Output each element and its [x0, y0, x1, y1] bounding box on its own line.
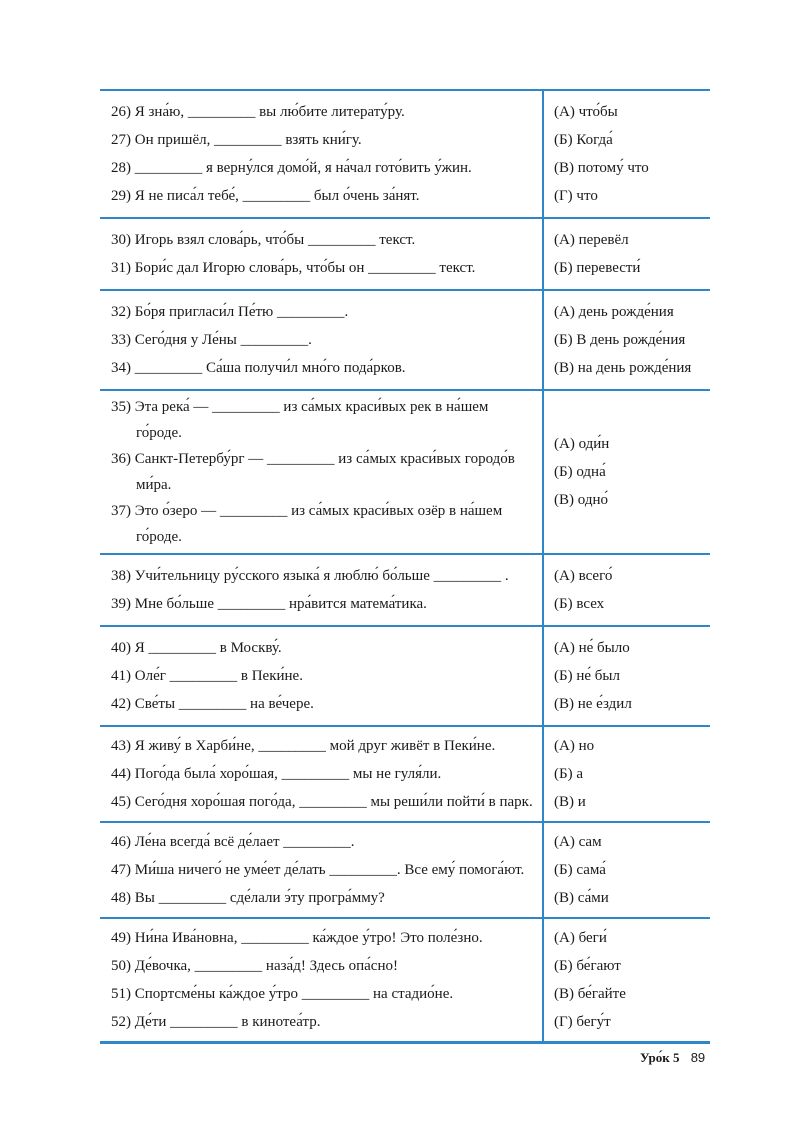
answer-option: (Г) что — [554, 188, 598, 204]
questions-column — [100, 555, 544, 625]
answer-option: (Б) перевести́ — [554, 260, 641, 276]
answer-option: (В) на день рожде́ния — [554, 360, 692, 376]
answers-column — [544, 919, 710, 1041]
questions-column — [100, 627, 544, 725]
exercise-group — [100, 291, 710, 391]
page-number: 89 — [690, 1050, 706, 1065]
answers-column — [544, 91, 710, 217]
answers-column — [544, 727, 710, 821]
question-sentence: 40) Я _________ в Москву́. — [111, 640, 282, 656]
answer-option: (Б) одна́ — [554, 464, 606, 480]
question-sentence — [111, 446, 536, 498]
answer-option: (Б) Когда́ — [554, 132, 613, 148]
question-continuation: го́роде. — [136, 425, 182, 441]
questions-column — [100, 91, 544, 217]
question-sentence: 27) Он пришёл, _________ взять кни́гу. — [111, 132, 362, 148]
answer-option: (А) оди́н — [554, 436, 610, 452]
answer-option: (А) день рожде́ния — [554, 304, 674, 320]
answer-option: (В) одно́ — [554, 492, 608, 508]
question-sentence: 47) Ми́ша ничего́ не уме́ет де́лать _________. Все ему́ помога́ют. — [111, 862, 525, 878]
questions-column — [100, 391, 544, 553]
question-sentence: 30) Игорь взял слова́рь, что́бы _________ текст. — [111, 232, 416, 248]
answer-option: (А) что́бы — [554, 104, 618, 120]
answer-option: (В) и — [554, 794, 586, 810]
question-sentence: 42) Све́ты _________ на ве́чере. — [111, 696, 314, 712]
answer-option: (Б) а — [554, 766, 584, 782]
question-sentence: 46) Ле́на всегда́ всё де́лает _________. — [111, 834, 355, 850]
question-sentence — [111, 498, 536, 550]
question-sentence: 38) Учи́тельницу ру́сского языка́ я люблю́ бо́льше _________ . — [111, 568, 509, 584]
exercise-group — [100, 823, 710, 919]
question-sentence: 32) Бо́ря пригласи́л Пе́тю _________. — [111, 304, 349, 320]
question-sentence: 48) Вы _________ сде́лали э́ту програ́мму? — [111, 890, 385, 906]
exercise-group — [100, 91, 710, 219]
page-footer — [640, 1050, 705, 1066]
question-sentence: 29) Я не писа́л тебе́, _________ был о́чень за́нят. — [111, 188, 420, 204]
answer-option: (Б) В день рожде́ния — [554, 332, 686, 348]
exercise-group — [100, 919, 710, 1044]
questions-column — [100, 219, 544, 289]
questions-column — [100, 919, 544, 1041]
question-sentence: 52) Де́ти _________ в кинотеа́тр. — [111, 1014, 321, 1030]
question-sentence: 33) Сего́дня у Ле́ны _________. — [111, 332, 312, 348]
answers-column — [544, 291, 710, 389]
question-text: 37) Это о́зеро — _________ из са́мых краси́вых озёр в на́шем — [111, 503, 503, 519]
questions-column — [100, 823, 544, 917]
question-sentence: 31) Бори́с дал Игорю слова́рь, что́бы он _________ текст. — [111, 260, 476, 276]
question-sentence: 39) Мне бо́льше _________ нра́вится матема́тика. — [111, 596, 427, 612]
exercise-group — [100, 627, 710, 727]
question-text: 35) Эта река́ — _________ из са́мых краси́вых рек в на́шем — [111, 399, 489, 415]
answer-option: (Б) всех — [554, 596, 605, 612]
question-continuation: го́роде. — [136, 529, 182, 545]
question-sentence: 50) Де́вочка, _________ наза́д! Здесь опа́сно! — [111, 958, 398, 974]
exercise-group — [100, 555, 710, 627]
answer-option: (В) бе́гайте — [554, 986, 626, 1002]
lesson-label: Уро́к 5 — [640, 1050, 680, 1065]
exercise-table — [100, 89, 710, 1044]
answers-column — [544, 627, 710, 725]
question-sentence: 51) Спортсме́ны ка́ждое у́тро _________ на стадио́не. — [111, 986, 454, 1002]
answer-option: (Б) бе́гают — [554, 958, 621, 974]
question-sentence: 44) Пого́да была́ хоро́шая, _________ мы не гуля́ли. — [111, 766, 442, 782]
answer-option: (А) не́ было — [554, 640, 630, 656]
question-sentence: 26) Я зна́ю, _________ вы лю́бите литерату́ру. — [111, 104, 405, 120]
answer-option: (А) беги́ — [554, 930, 607, 946]
answer-option: (В) са́ми — [554, 890, 609, 906]
question-sentence: 41) Оле́г _________ в Пеки́не. — [111, 668, 303, 684]
exercise-group — [100, 727, 710, 823]
answers-column — [544, 823, 710, 917]
question-sentence: 34) _________ Са́ша получи́л мно́го пода́рков. — [111, 360, 406, 376]
answer-option: (В) потому́ что — [554, 160, 649, 176]
question-sentence — [111, 394, 536, 446]
answers-column — [544, 391, 710, 553]
answer-option: (А) сам — [554, 834, 602, 850]
question-sentence: 43) Я живу́ в Харби́не, _________ мой друг живёт в Пеки́не. — [111, 738, 496, 754]
answer-option: (А) перевёл — [554, 232, 629, 248]
answers-column — [544, 219, 710, 289]
questions-column — [100, 727, 544, 821]
question-continuation: ми́ра. — [136, 477, 172, 493]
answer-option: (А) всего́ — [554, 568, 613, 584]
question-sentence: 28) _________ я верну́лся домо́й, я на́чал гото́вить у́жин. — [111, 160, 472, 176]
question-sentence: 45) Сего́дня хоро́шая пого́да, _________ мы реши́ли пойти́ в парк. — [111, 794, 533, 810]
answer-option: (В) не е́здил — [554, 696, 632, 712]
questions-column — [100, 291, 544, 389]
answer-option: (А) но — [554, 738, 595, 754]
exercise-group — [100, 391, 710, 555]
answers-column — [544, 555, 710, 625]
answer-option: (Б) сама́ — [554, 862, 606, 878]
answer-option: (Г) бегу́т — [554, 1014, 611, 1030]
answer-option: (Б) не́ был — [554, 668, 620, 684]
question-sentence: 49) Ни́на Ива́новна, _________ ка́ждое у́тро! Это поле́зно. — [111, 930, 483, 946]
exercise-group — [100, 219, 710, 291]
question-text: 36) Санкт-Петербу́рг — _________ из са́мых краси́вых городо́в — [111, 451, 515, 467]
